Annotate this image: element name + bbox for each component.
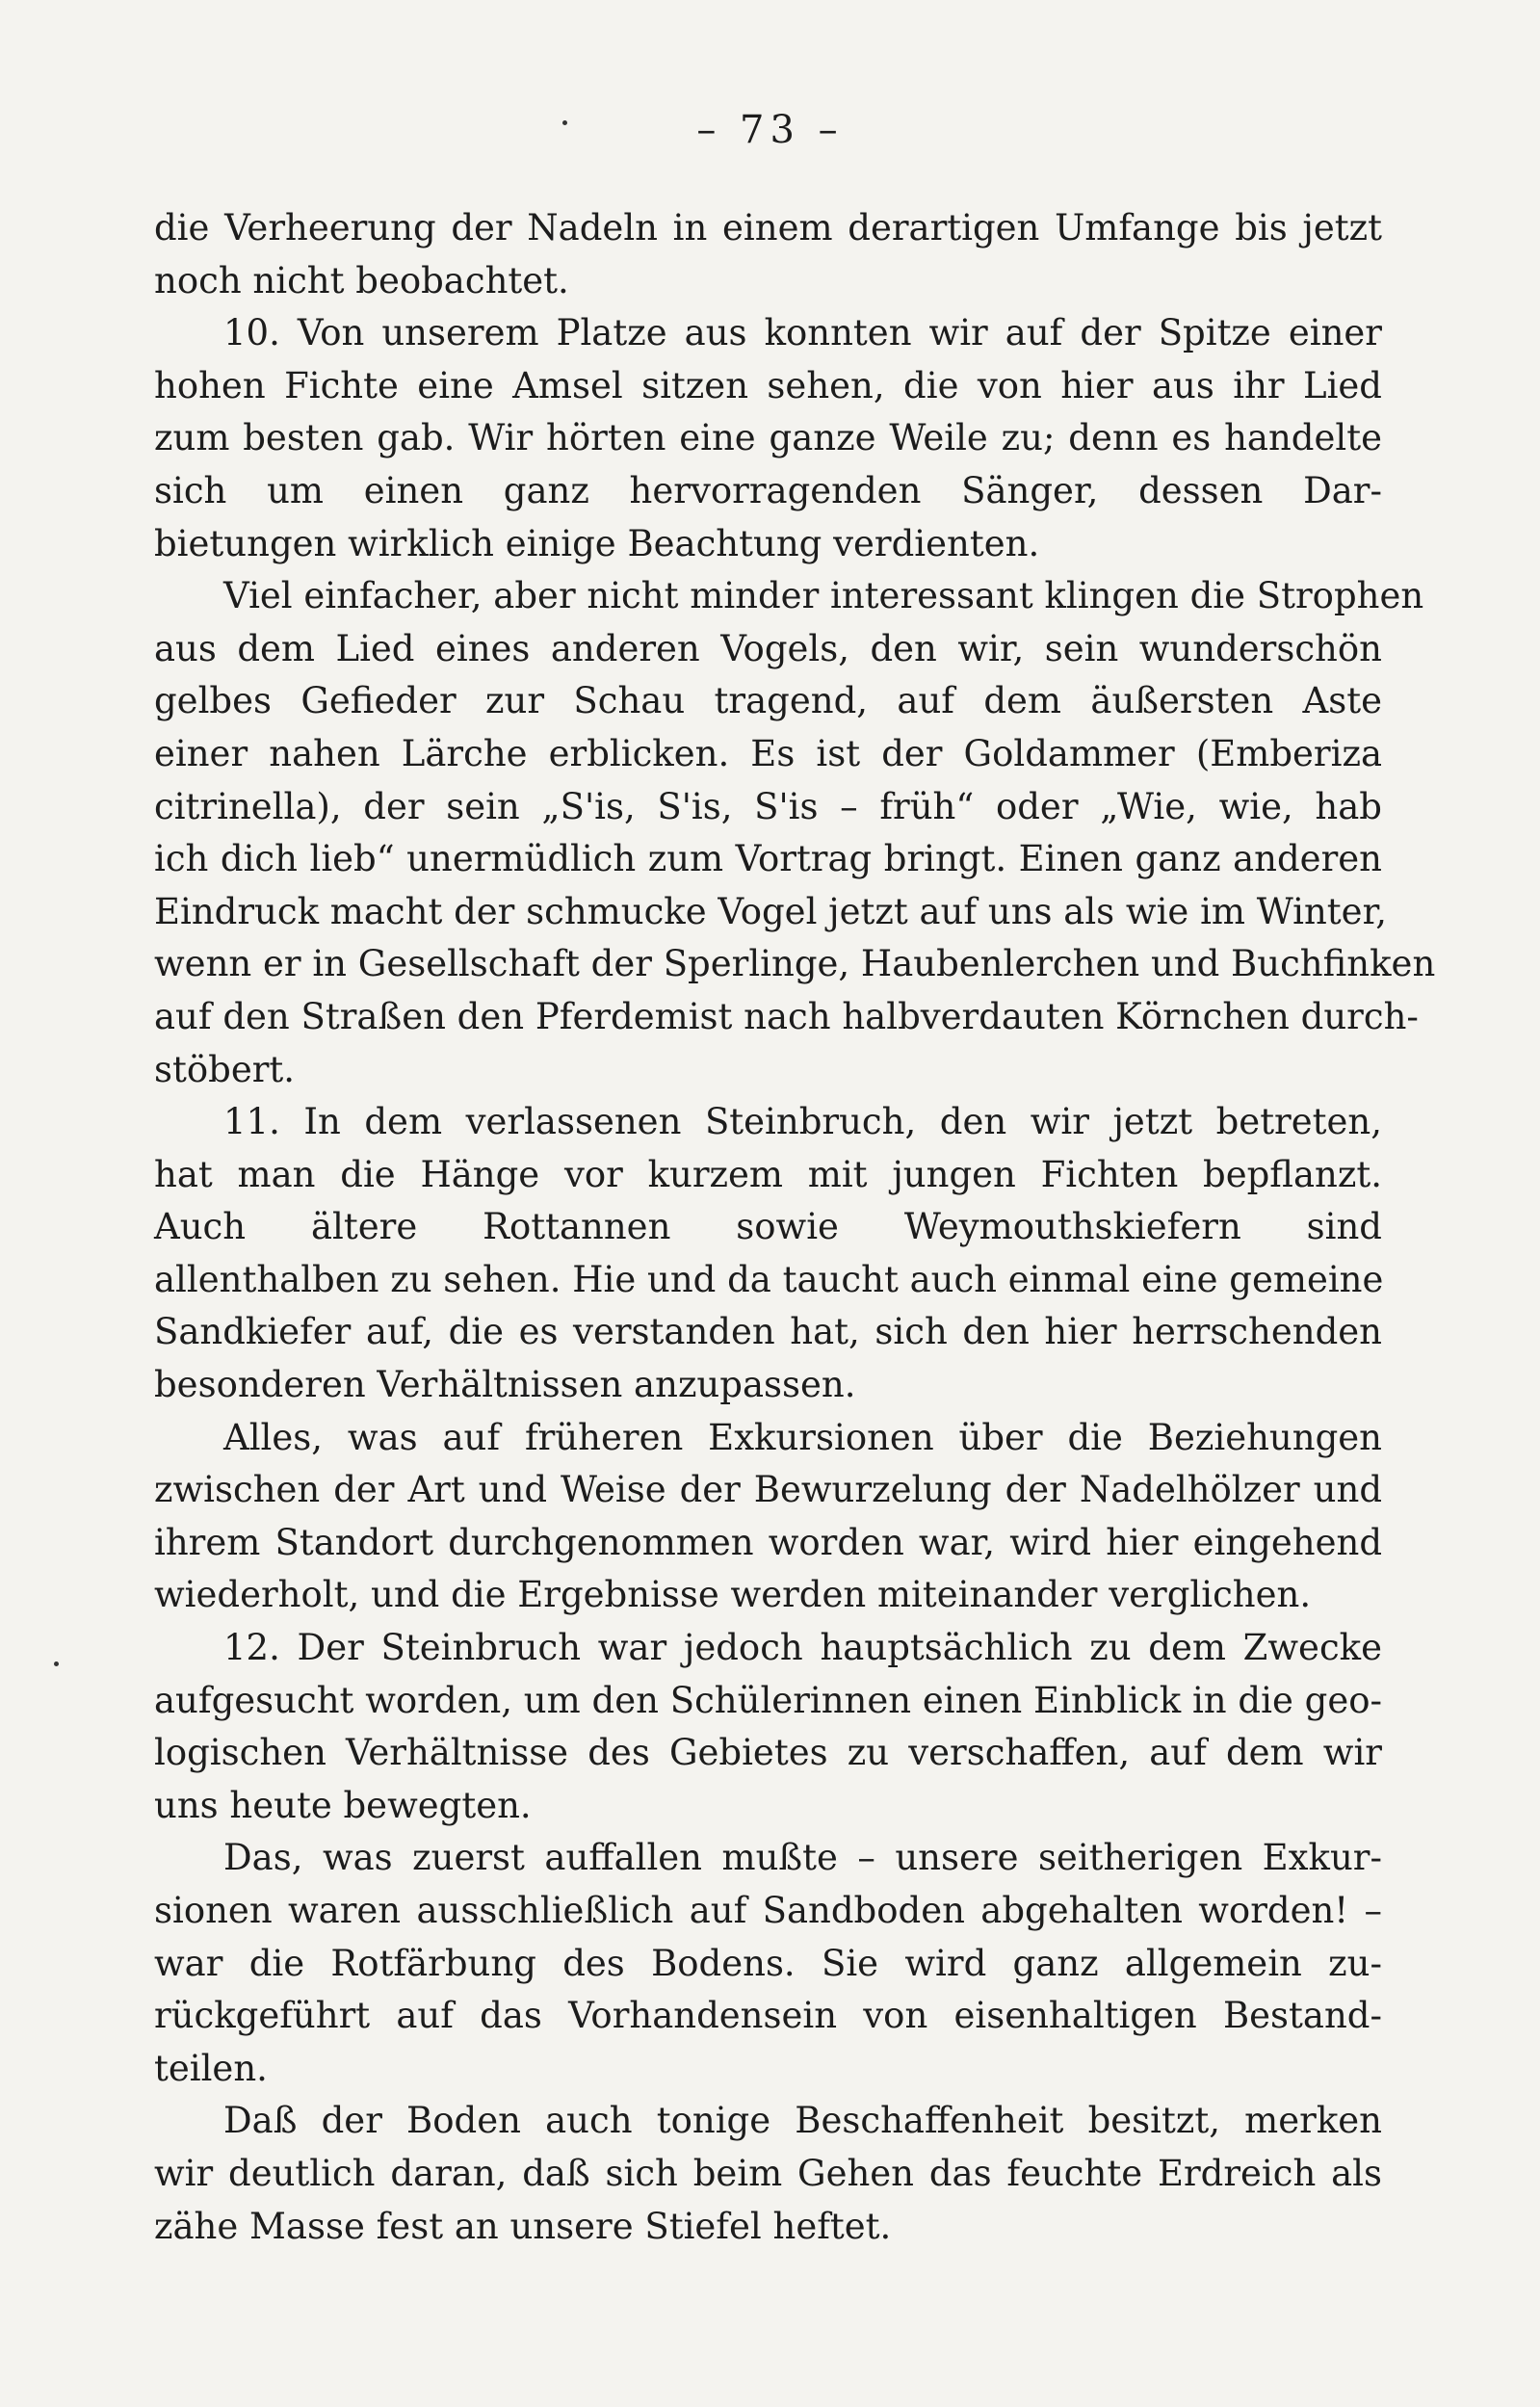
text-line: Sandkiefer auf, die es verstanden hat, sich den hier herrschenden: [154, 1311, 1382, 1353]
text-line: besonderen Verhältnissen anzupassen.: [154, 1364, 856, 1406]
text-line: rückgeführt auf das Vorhandensein von eisenhaltigen Bestand-: [154, 1995, 1382, 2037]
page-number: – 73 –: [696, 108, 844, 152]
text-line: ihrem Standort durchgenommen worden war, wird hier eingehend: [154, 1521, 1382, 1563]
text-line: war die Rotfärbung des Bodens. Sie wird ganz allgemein zu-: [154, 1942, 1382, 1984]
text-line: aus dem Lied eines anderen Vogels, den wir, sein wunderschön: [154, 627, 1382, 669]
text-line: 12. Der Steinbruch war jedoch hauptsächlich zu dem Zwecke: [223, 1627, 1382, 1669]
text-line: Daß der Boden auch tonige Beschaffenheit besitzt, merken: [223, 2100, 1382, 2142]
body-text: [154, 202, 1436, 2253]
text-line: zum besten gab. Wir hörten eine ganze Weile zu; denn es handelte: [154, 417, 1382, 459]
text-line: 11. In dem verlassenen Steinbruch, den wir jetzt betreten,: [223, 1101, 1382, 1143]
text-line: ich dich lieb“ unermüdlich zum Vortrag bringt. Einen ganz anderen: [154, 838, 1382, 880]
text-line: hohen Fichte eine Amsel sitzen sehen, die von hier aus ihr Lied: [154, 364, 1382, 406]
text-line: aufgesucht worden, um den Schülerinnen einen Einblick in die geo-: [154, 1679, 1382, 1721]
text-line: zwischen der Art und Weise der Bewurzelung der Nadelhölzer und: [154, 1469, 1382, 1511]
text-line: zähe Masse fest an unsere Stiefel heftet.: [154, 2205, 892, 2247]
text-line: hat man die Hänge vor kurzem mit jungen Fichten bepflanzt.: [154, 1153, 1382, 1195]
text-line: wir deutlich daran, daß sich beim Gehen das feuchte Erdreich als: [154, 2152, 1382, 2194]
text-line: uns heute bewegten.: [154, 1784, 532, 1826]
text-line: die Verheerung der Nadeln in einem derartigen Umfange bis jetzt: [154, 207, 1382, 249]
text-line: auf den Straßen den Pferdemist nach halbverdauten Körnchen durch-: [154, 995, 1419, 1037]
text-line: teilen.: [154, 2047, 268, 2089]
text-line: einer nahen Lärche erblicken. Es ist der Goldammer (Emberiza: [154, 732, 1382, 774]
text-line: Eindruck macht der schmucke Vogel jetzt auf uns als wie im Winter,: [154, 890, 1387, 932]
text-line: gelbes Gefieder zur Schau tragend, auf dem äußersten Aste: [154, 680, 1382, 722]
text-line: citrinella), der sein „S'is, S'is, S'is – früh“ oder „Wie, wie, hab: [154, 785, 1382, 827]
text-line: wenn er in Gesellschaft der Sperlinge, Haubenlerchen und Buchfinken: [154, 943, 1436, 985]
text-line: wiederholt, und die Ergebnisse werden miteinander verglichen.: [154, 1574, 1312, 1616]
text-line: Das, was zuerst auffallen mußte – unsere seitherigen Exkur-: [223, 1837, 1382, 1879]
text-line: stöbert.: [154, 1048, 296, 1090]
print-speck: [54, 1661, 59, 1666]
text-line: sich um einen ganz hervorragenden Sänger, dessen Dar-: [154, 469, 1382, 511]
text-line: Auch ältere Rottannen sowie Weymouthskiefern sind: [154, 1206, 1382, 1248]
text-line: sionen waren ausschließlich auf Sandboden abgehalten worden! –: [154, 1890, 1382, 1931]
text-line: bietungen wirklich einige Beachtung verdienten.: [154, 522, 1040, 564]
text-line: logischen Verhältnisse des Gebietes zu verschaffen, auf dem wir: [154, 1732, 1382, 1774]
text-line: 10. Von unserem Platze aus konnten wir auf der Spitze einer: [223, 312, 1382, 354]
text-line: noch nicht beobachtet.: [154, 259, 569, 301]
text-line: Alles, was auf früheren Exkursionen über die Beziehungen: [223, 1416, 1382, 1458]
text-line: Viel einfacher, aber nicht minder interessant klingen die Strophen: [223, 575, 1424, 617]
text-line: allenthalben zu sehen. Hie und da taucht auch einmal eine gemeine: [154, 1258, 1384, 1300]
print-speck: [562, 120, 567, 125]
